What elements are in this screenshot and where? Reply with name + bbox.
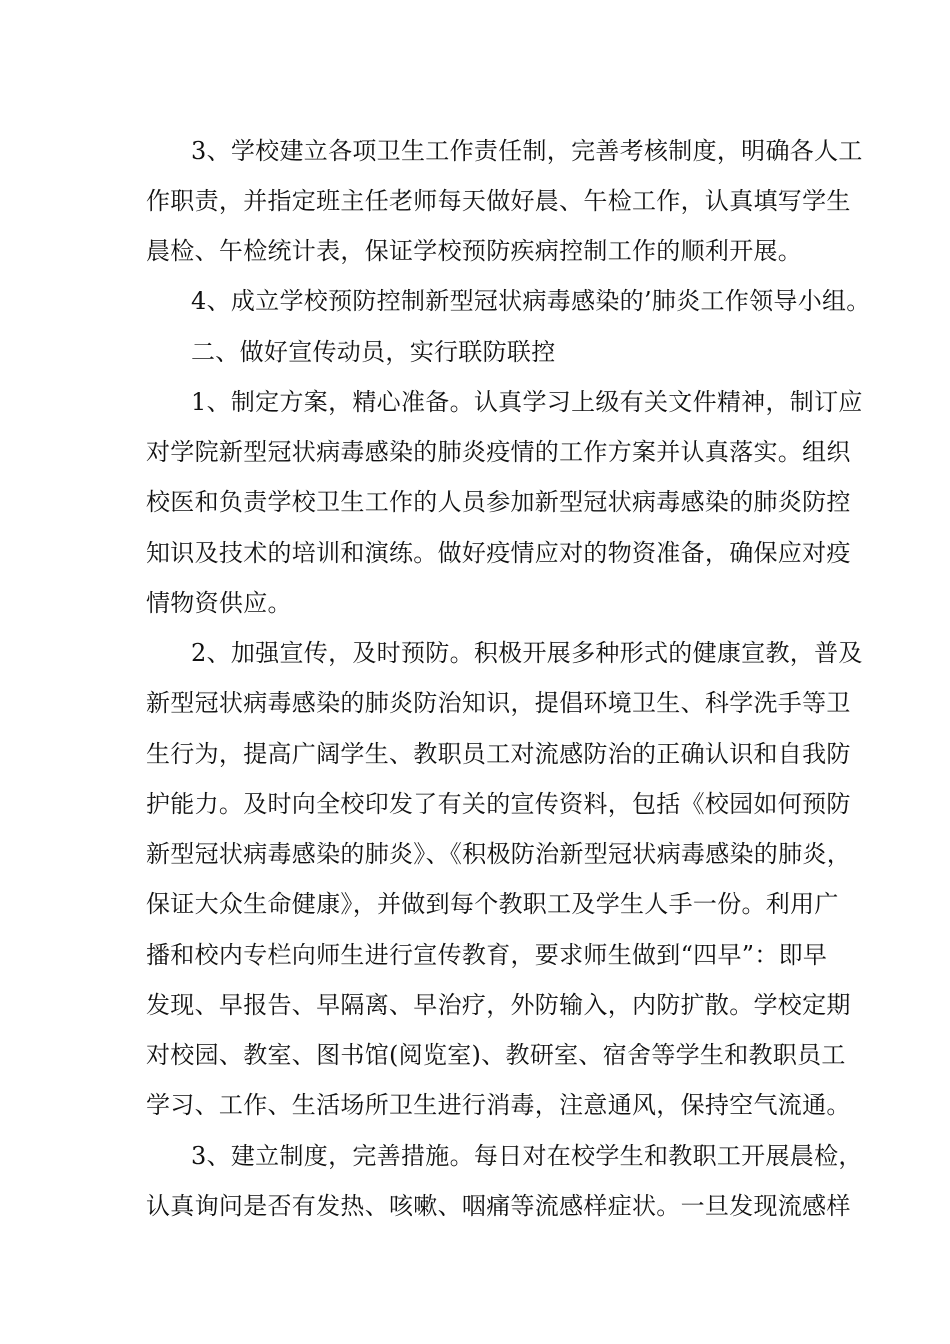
section-heading: 二、做好宣传动员，实行联防联控	[191, 338, 556, 366]
text-line: 作职责，并指定班主任老师每天做好晨、午检工作，认真填写学生	[146, 187, 851, 215]
text-line: 2、加强宣传，及时预防。积极开展多种形式的健康宣教，普及	[191, 639, 863, 667]
text-line: 3、建立制度，完善措施。每日对在校学生和教职工开展晨检，	[191, 1142, 863, 1170]
text-line: 播和校内专栏向师生进行宣传教育，要求师生做到“四早”：即早	[146, 941, 828, 969]
text-line: 新型冠状病毒感染的肺炎防治知识，提倡环境卫生、科学洗手等卫	[146, 689, 851, 717]
text-line: 1、制定方案，精心准备。认真学习上级有关文件精神，制订应	[191, 388, 863, 416]
text-line: 对校园、教室、图书馆(阅览室)、教研室、宿舍等学生和教职员工	[146, 1041, 846, 1069]
text-line: 校医和负责学校卫生工作的人员参加新型冠状病毒感染的肺炎防控	[146, 488, 851, 516]
text-line: 生行为，提高广阔学生、教职员工对流感防治的正确认识和自我防	[146, 740, 851, 768]
text-line: 对学院新型冠状病毒感染的肺炎疫情的工作方案并认真落实。组织	[146, 438, 851, 466]
text-line: 晨检、午检统计表，保证学校预防疾病控制工作的顺利开展。	[146, 237, 803, 265]
text-line: 学习、工作、生活场所卫生进行消毒，注意通风，保持空气流通。	[146, 1091, 851, 1119]
text-line: 保证大众生命健康》，并做到每个教职工及学生人手一份。利用广	[146, 890, 839, 918]
text-line: 认真询问是否有发热、咳嗽、咽痛等流感样症状。一旦发现流感样	[146, 1192, 851, 1220]
text-line: 3、学校建立各项卫生工作责任制，完善考核制度，明确各人工	[191, 137, 863, 165]
text-line: 护能力。及时向全校印发了有关的宣传资料，包括《校园如何预防	[146, 790, 851, 818]
text-line: 情物资供应。	[146, 589, 292, 617]
text-line: 知识及技术的培训和演练。做好疫情应对的物资准备，确保应对疫	[146, 539, 851, 567]
text-line: 新型冠状病毒感染的肺炎》、《积极防治新型冠状病毒感染的肺炎，	[146, 840, 851, 868]
text-line: 4、成立学校预防控制新型冠状病毒感染的’肺炎工作领导小组。	[191, 287, 871, 315]
text-line: 发现、早报告、早隔离、早治疗，外防输入，内防扩散。学校定期	[146, 991, 851, 1019]
